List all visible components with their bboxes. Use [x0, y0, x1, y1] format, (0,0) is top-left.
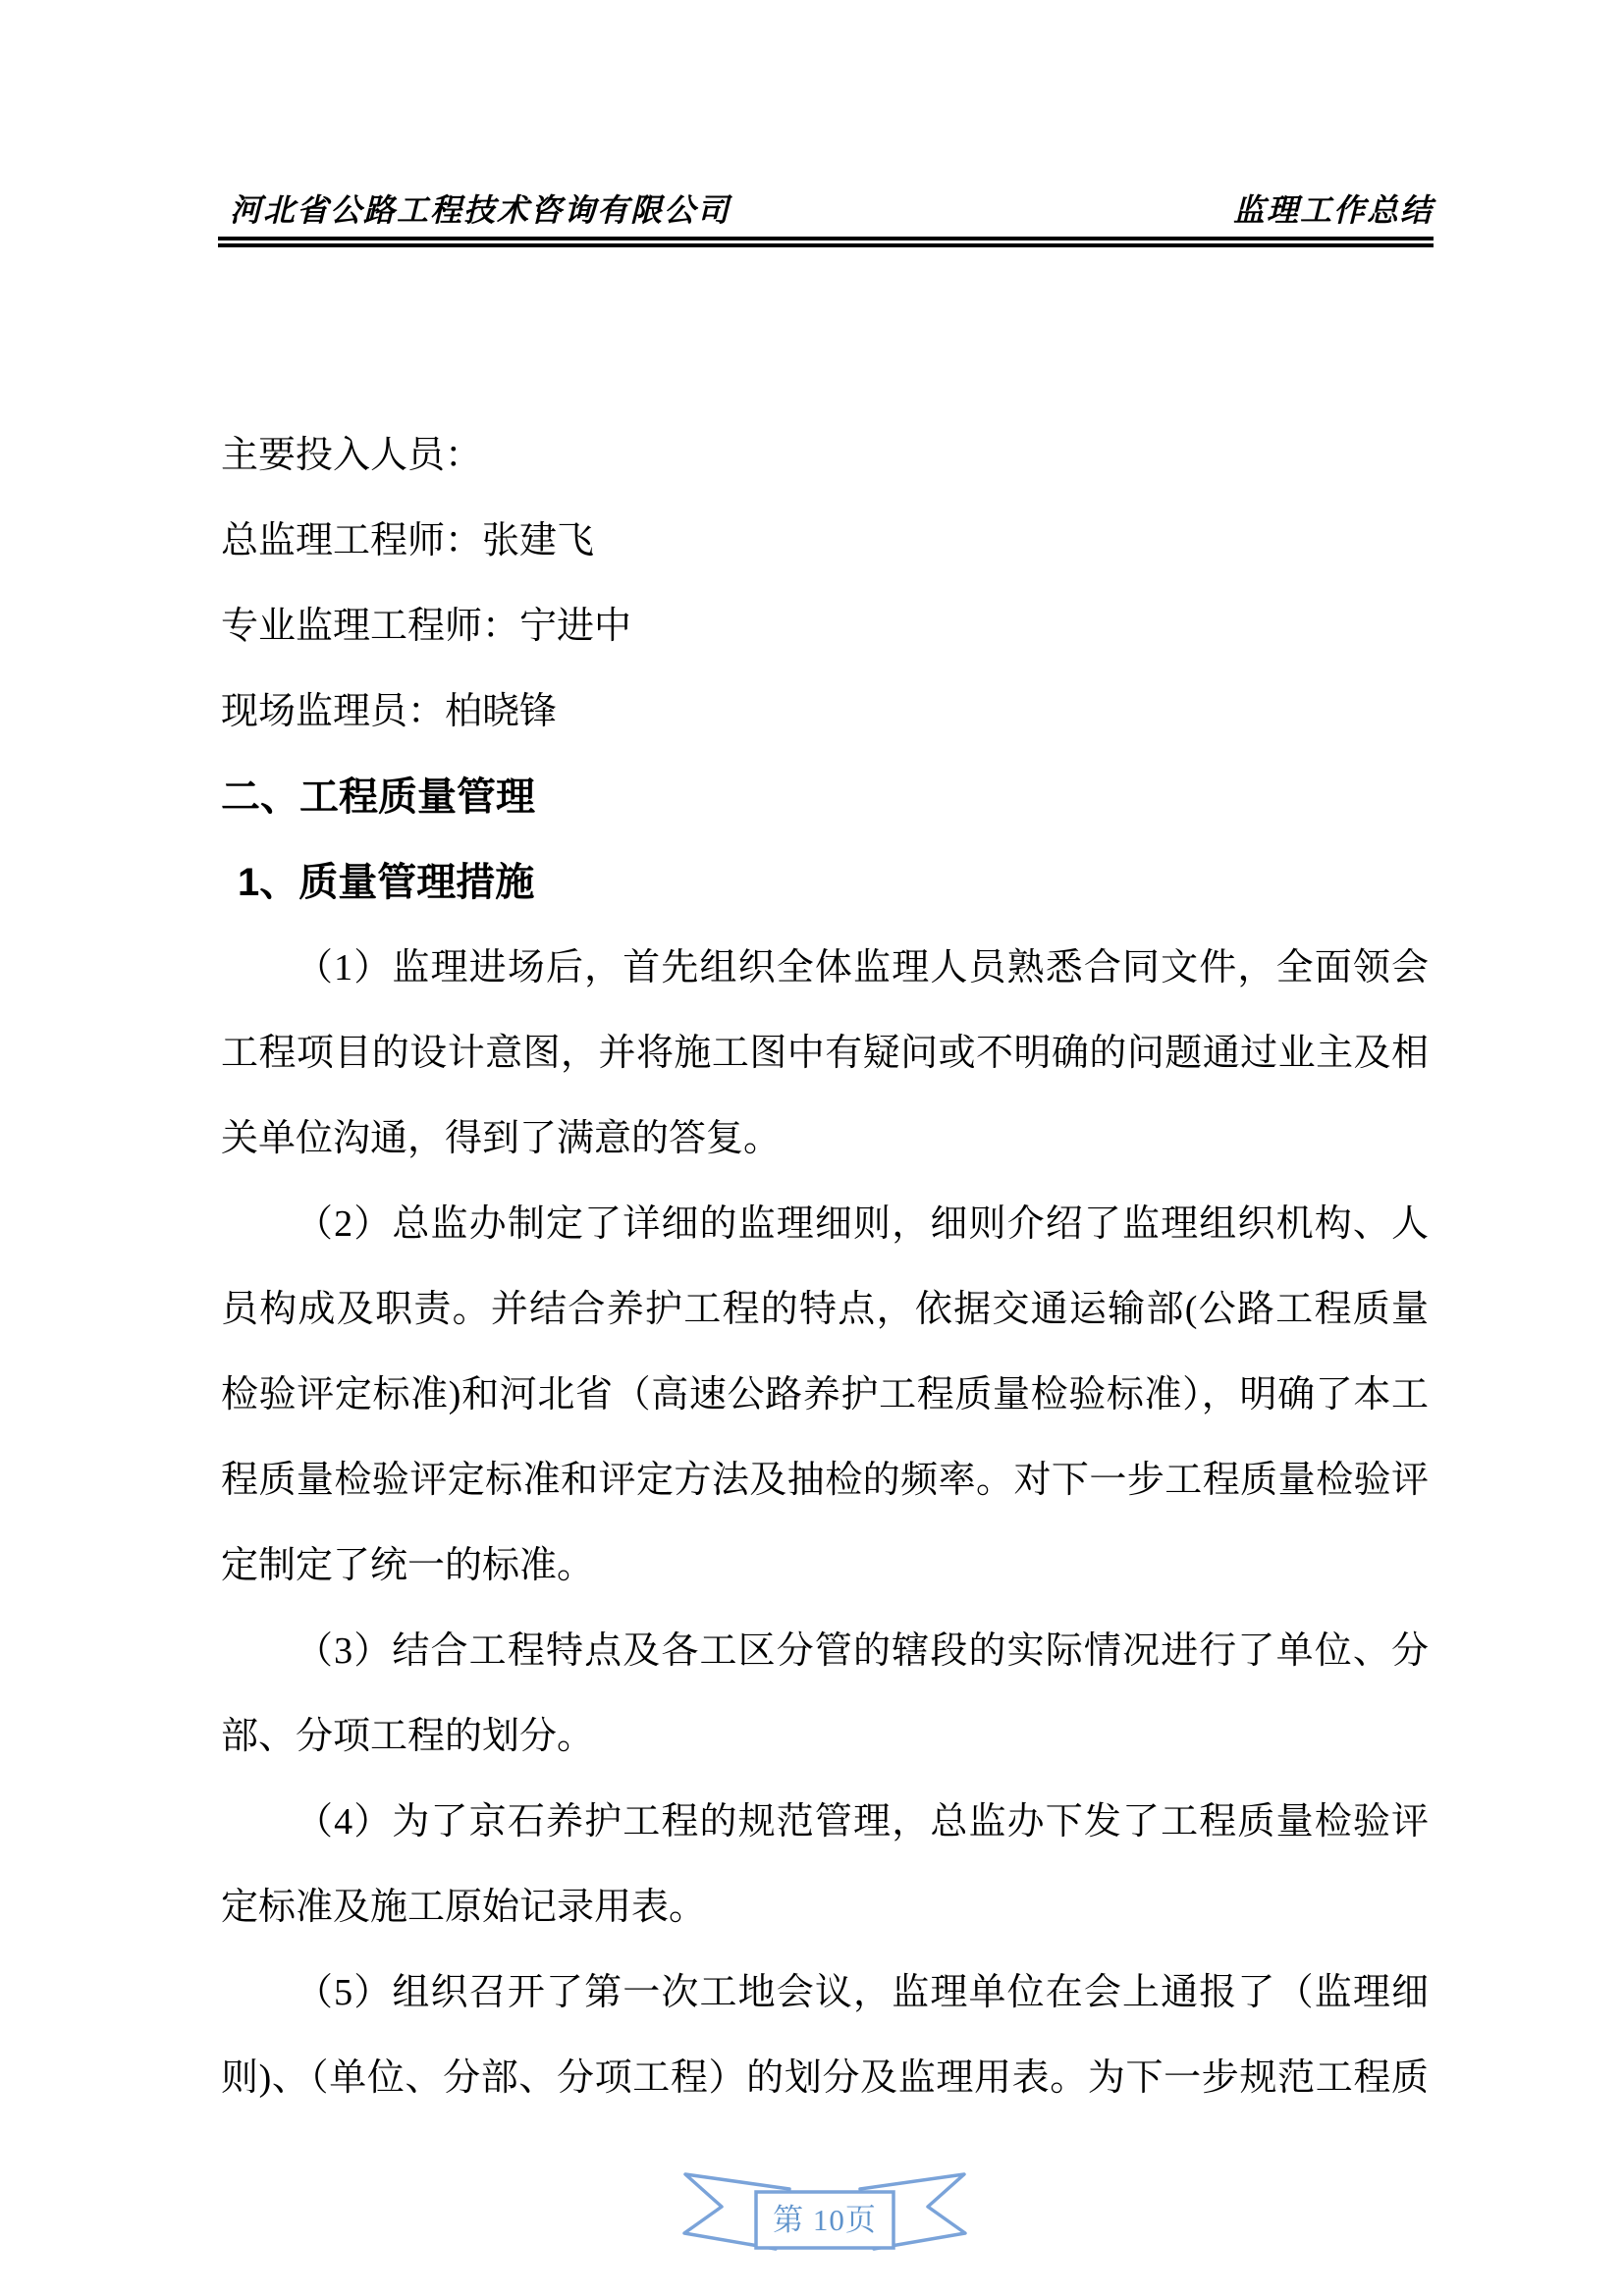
text-line: （2）总监办制定了详细的监理细则，细则介绍了监理组织机构、人 — [296, 1203, 1429, 1245]
text-line: 关单位沟通，得到了满意的答复。 — [221, 1118, 782, 1159]
header-row — [218, 0, 1434, 230]
page-footer — [674, 2163, 976, 2261]
text-line: 定标准及施工原始记录用表。 — [221, 1887, 707, 1928]
text-line: （1）监理进场后，首先组织全体监理人员熟悉合同文件，全面领会 — [296, 947, 1429, 988]
text-line: 现场监理员：柏晓锋 — [221, 691, 558, 732]
text-line: 程质量检验评定标准和评定方法及抽检的频率。对下一步工程质量检验评 — [221, 1460, 1429, 1501]
text-line: 员构成及职责。并结合养护工程的特点，依据交通运输部(公路工程质量 — [221, 1289, 1429, 1330]
divider-line-top — [218, 237, 1434, 240]
text-line: 检验评定标准)和河北省（高速公路养护工程质量检验标准），明确了本工 — [221, 1374, 1429, 1415]
page-number-label: 第 10页 — [773, 2203, 877, 2237]
text-line: 专业监理工程师：宁进中 — [221, 606, 632, 647]
divider-line-bottom — [218, 243, 1434, 247]
document-body — [221, 413, 1429, 2121]
page-number-ribbon-icon — [674, 2163, 976, 2261]
page-header — [218, 0, 1434, 247]
header-divider — [218, 237, 1434, 247]
text-line: 主要投入人员： — [221, 435, 483, 476]
text-line: （3）结合工程特点及各工区分管的辖段的实际情况进行了单位、分 — [296, 1630, 1429, 1672]
document-title: 监理工作总结 — [1232, 192, 1434, 228]
text-line: 总监理工程师：张建飞 — [221, 520, 595, 561]
text-line: 二、工程质量管理 — [221, 775, 535, 819]
text-line: 工程项目的设计意图，并将施工图中有疑问或不明确的问题通过业主及相 — [221, 1033, 1429, 1074]
text-line: 则)、（单位、分部、分项工程）的划分及监理用表。为下一步规范工程质 — [221, 2057, 1429, 2099]
text-line: 定制定了统一的标准。 — [221, 1545, 595, 1586]
text-line: 1、质量管理措施 — [238, 861, 535, 904]
text-line: 部、分项工程的划分。 — [221, 1716, 595, 1757]
text-line: （4）为了京石养护工程的规范管理，总监办下发了工程质量检验评 — [296, 1801, 1429, 1842]
text-line: （5）组织召开了第一次工地会议，监理单位在会上通报了（监理细 — [296, 1972, 1429, 2013]
company-name: 河北省公路工程技术咨询有限公司 — [230, 192, 731, 228]
